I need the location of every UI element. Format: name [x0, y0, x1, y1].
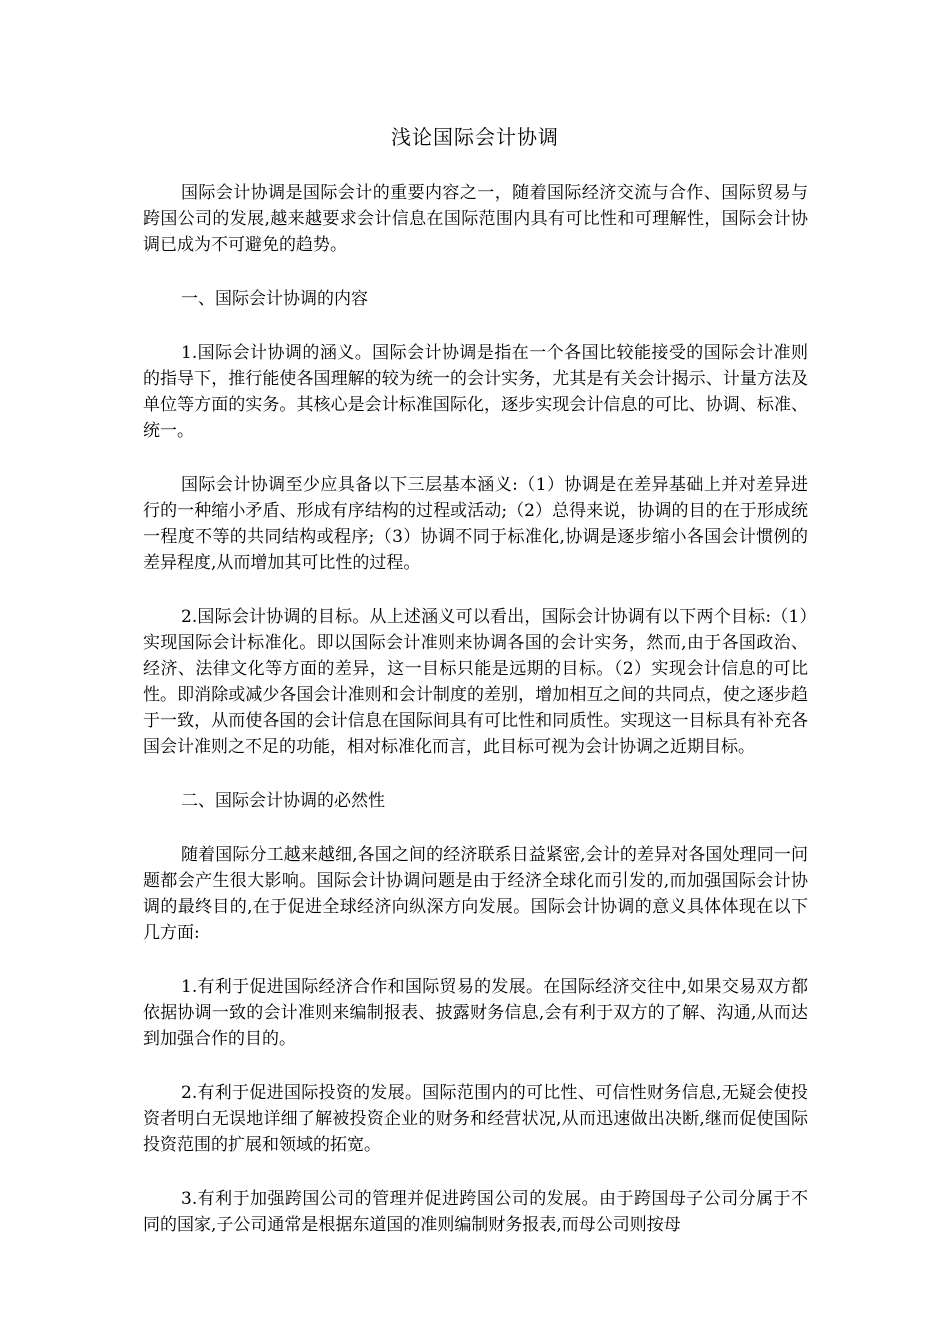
paragraph-point-2: 2.有利于促进国际投资的发展。国际范围内的可比性、可信性财务信息,无疑会使投资者明白无误地详细了解被投资企业的财务和经营状况,从而迅速做出决断,继而促使国际投资范围的扩展和领域的拓宽。 [143, 1083, 808, 1155]
intro-paragraph: 国际会计协调是国际会计的重要内容之一，随着国际经济交流与合作、国际贸易与跨国公司的发展,越来越要求会计信息在国际范围内具有可比性和可理解性，国际会计协调已成为不可避免的趋势。 [143, 183, 808, 255]
paragraph-goals: 2.国际会计协调的目标。从上述涵义可以看出，国际会计协调有以下两个目标:（1）实现国际会计标准化。即以国际会计准则来协调各国的会计实务，然而,由于各国政治、经济、法律文化等方面的差异，这一目标只能是远期的目标。（2）实现会计信息的可比性。即消除或减少各国会计准则和会计制度的差别，增加相互之间的共同点，使之逐步趋于一致，从而使各国的会计信息在国际间具有可比性和同质性。实现这一目标具有补充各国会计准则之不足的功能，相对标准化而言，此目标可视为会计协调之近期目标。 [143, 607, 808, 757]
paragraph-three-meanings: 国际会计协调至少应具备以下三层基本涵义:（1）协调是在差异基础上并对差异进行的一种缩小矛盾、形成有序结构的过程或活动;（2）总得来说，协调的目的在于形成统一程度不等的共同结构或程序;（3）协调不同于标准化,协调是逐步缩小各国会计惯例的差异程度,从而增加其可比性的过程。 [143, 475, 808, 573]
paragraph-point-3: 3.有利于加强跨国公司的管理并促进跨国公司的发展。由于跨国母子公司分属于不同的国家,子公司通常是根据东道国的准则编制财务报表,而母公司则按母 [143, 1189, 808, 1235]
document-title: 浅论国际会计协调 [391, 125, 559, 149]
paragraph-point-1: 1.有利于促进国际经济合作和国际贸易的发展。在国际经济交往中,如果交易双方都依据协调一致的会计准则来编制报表、披露财务信息,会有利于双方的了解、沟通,从而达到加强合作的目的。 [143, 977, 808, 1049]
paragraph-necessity: 随着国际分工越来越细,各国之间的经济联系日益紧密,会计的差异对各国处理同一问题都会产生很大影响。国际会计协调问题是由于经济全球化而引发的,而加强国际会计协调的最终目的,在于促进全球经济向纵深方向发展。国际会计协调的意义具体体现在以下几方面: [143, 845, 808, 943]
section-heading-2: 二、国际会计协调的必然性 [181, 791, 385, 811]
section-heading-1: 一、国际会计协调的内容 [181, 289, 368, 309]
paragraph-definition: 1.国际会计协调的涵义。国际会计协调是指在一个各国比较能接受的国际会计准则的指导下，推行能使各国理解的较为统一的会计实务，尤其是有关会计揭示、计量方法及单位等方面的实务。其核心是会计标准国际化，逐步实现会计信息的可比、协调、标准、统一。 [143, 343, 808, 441]
document-body [143, 180, 808, 1266]
